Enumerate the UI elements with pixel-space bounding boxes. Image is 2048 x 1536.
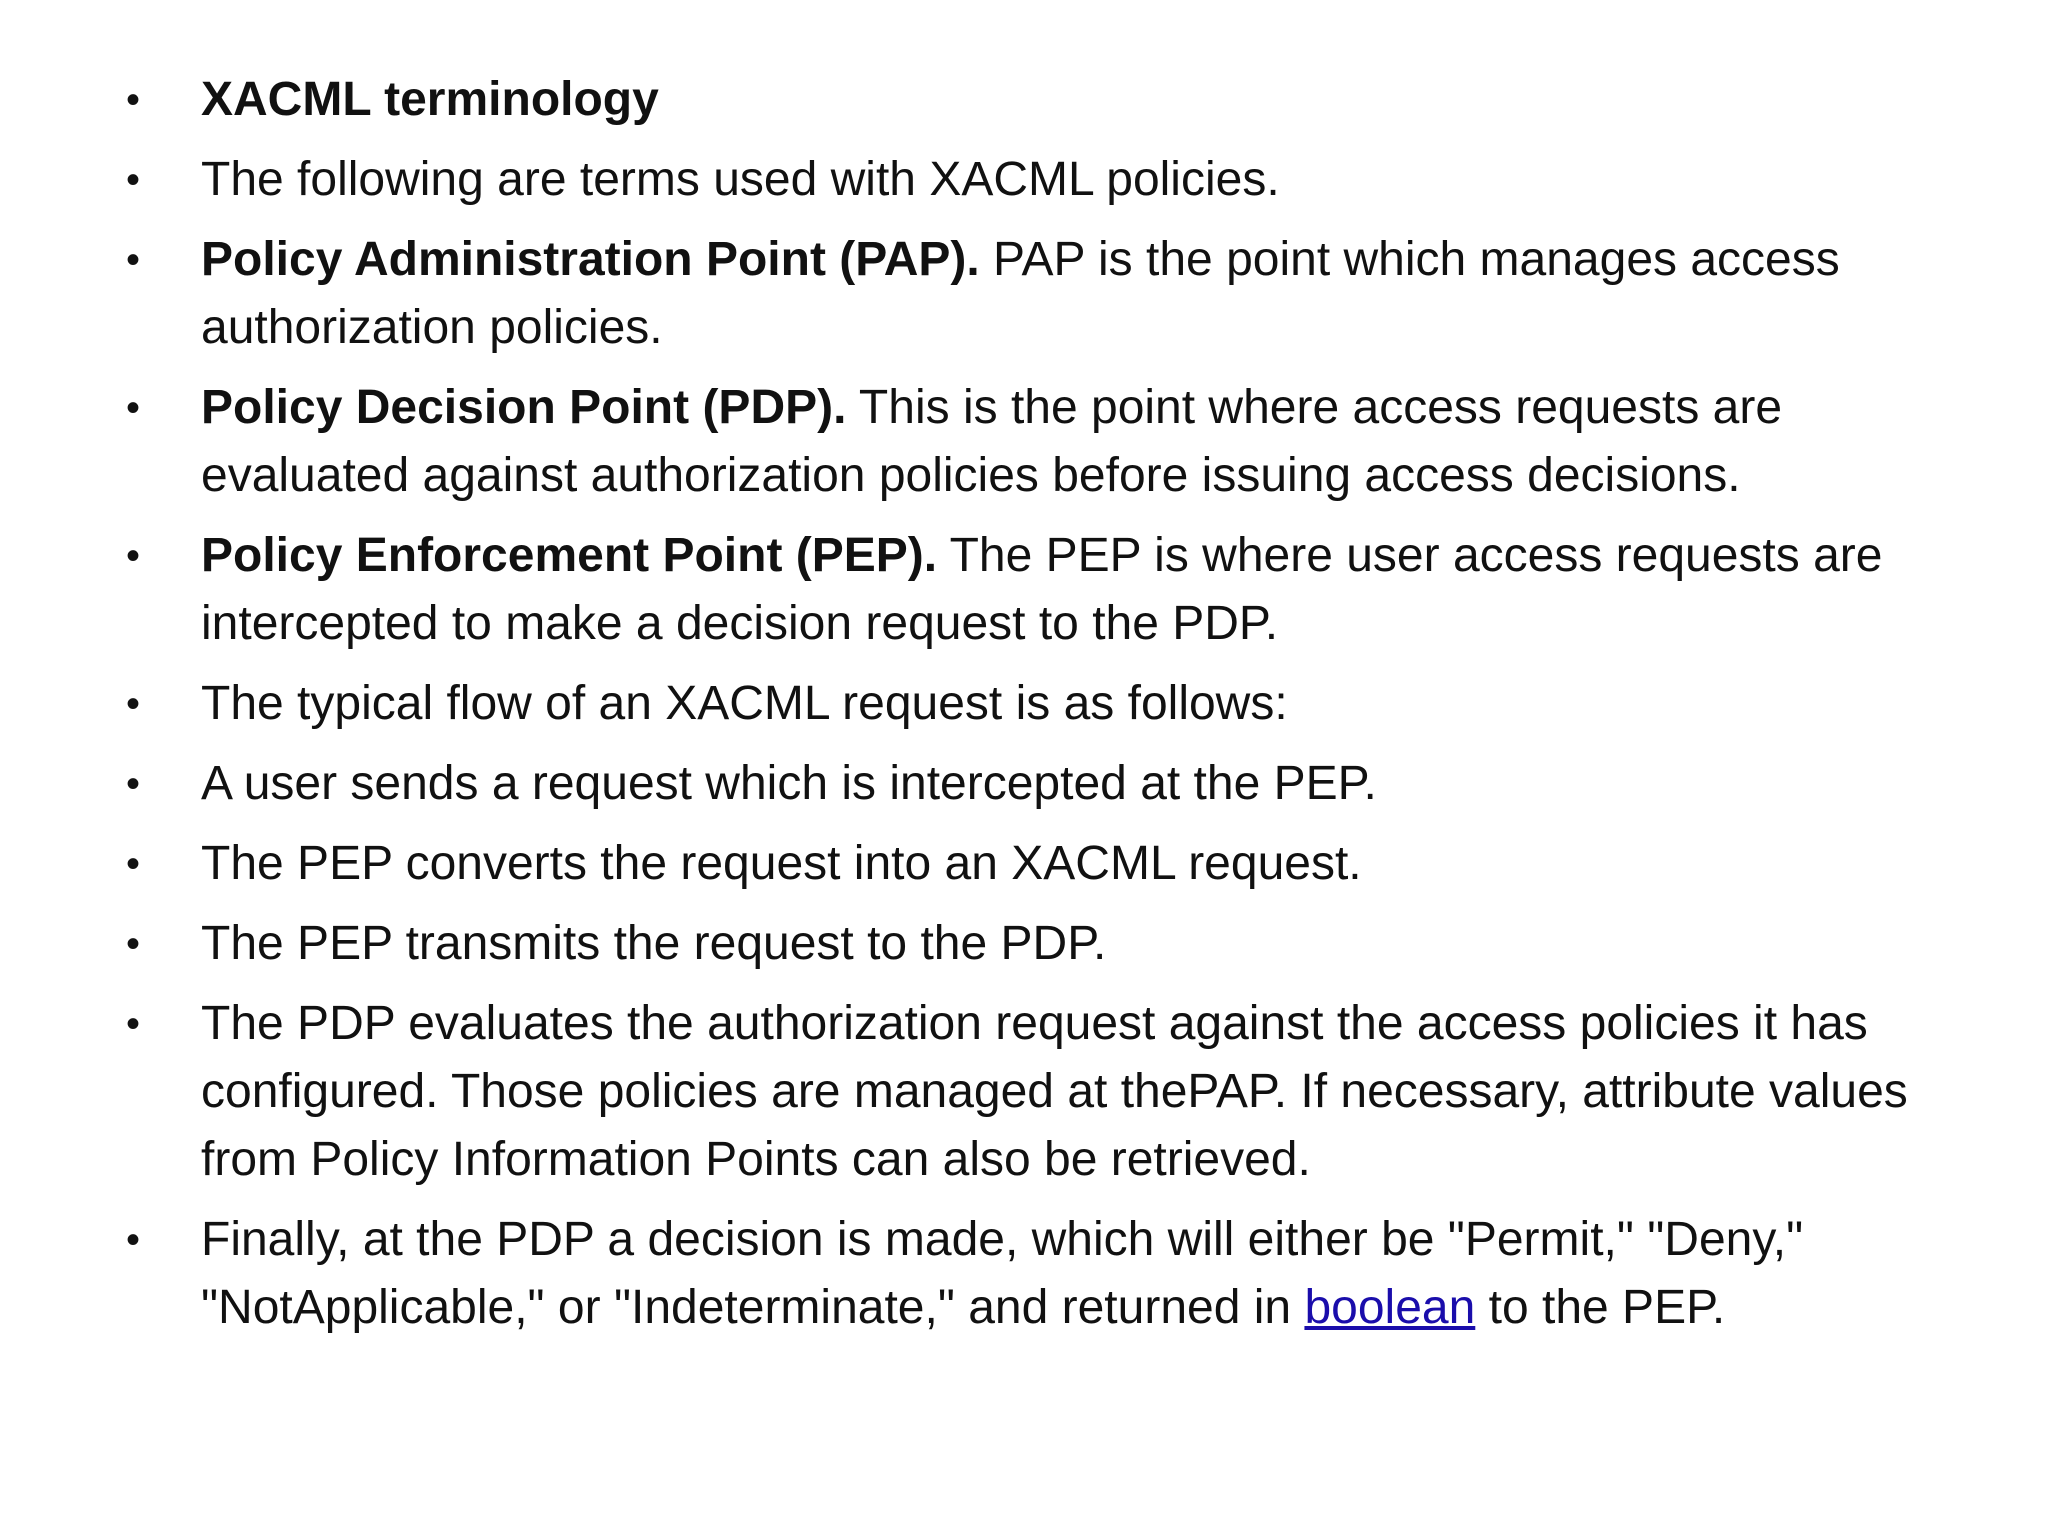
bullet-list bbox=[120, 66, 1980, 1354]
item-text: The PEP converts the request into an XACML request. bbox=[201, 837, 1362, 890]
bullet-icon: • bbox=[126, 238, 141, 282]
item-text: The typical flow of an XACML request is as follows: bbox=[201, 677, 1288, 730]
term-pap: Policy Administration Point (PAP). bbox=[201, 233, 980, 286]
bullet-icon: • bbox=[126, 922, 141, 966]
list-item bbox=[120, 670, 1980, 738]
item-text: This is the point where access requests are evaluated against authorization policies before issuing access decisions. bbox=[201, 381, 1783, 502]
heading-xacml-terminology: XACML terminology bbox=[201, 73, 659, 126]
item-text: PAP is the point which manages access authorization policies. bbox=[201, 233, 1840, 354]
item-text: The following are terms used with XACML policies. bbox=[201, 153, 1280, 206]
boolean-link[interactable]: boolean bbox=[1304, 1281, 1476, 1334]
item-text: The PEP is where user access requests are intercepted to make a decision request to the PDP. bbox=[201, 529, 1883, 650]
list-item bbox=[120, 830, 1980, 898]
item-text: A user sends a request which is intercepted at the PEP. bbox=[201, 757, 1377, 810]
item-text-after: to the PEP. bbox=[1475, 1281, 1726, 1334]
list-item bbox=[120, 522, 1980, 658]
list-item bbox=[120, 990, 1980, 1194]
list-item bbox=[120, 66, 1980, 134]
list-item bbox=[120, 374, 1980, 510]
bullet-icon: • bbox=[126, 386, 141, 430]
item-text: Finally, at the PDP a decision is made, which will either be "Permit," "Deny," "NotApplicable," or "Indeterminate," and returned in bbox=[201, 1213, 1804, 1334]
bullet-icon: • bbox=[126, 158, 141, 202]
item-text: The PEP transmits the request to the PDP. bbox=[201, 917, 1107, 970]
list-item bbox=[120, 146, 1980, 214]
bullet-icon: • bbox=[126, 842, 141, 886]
bullet-icon: • bbox=[126, 534, 141, 578]
list-item bbox=[120, 226, 1980, 362]
list-item bbox=[120, 1206, 1980, 1342]
term-pep: Policy Enforcement Point (PEP). bbox=[201, 529, 938, 582]
list-item bbox=[120, 750, 1980, 818]
term-pdp: Policy Decision Point (PDP). bbox=[201, 381, 847, 434]
item-text: The PDP evaluates the authorization request against the access policies it has configured. Those policies are managed at thePAP. If necessary, attribute values from Policy Information Points can also be retrieved. bbox=[201, 997, 1908, 1186]
bullet-icon: • bbox=[126, 762, 141, 806]
bullet-icon: • bbox=[126, 78, 141, 122]
list-item bbox=[120, 910, 1980, 978]
bullet-icon: • bbox=[126, 682, 141, 726]
bullet-icon: • bbox=[126, 1002, 141, 1046]
bullet-icon: • bbox=[126, 1218, 141, 1262]
